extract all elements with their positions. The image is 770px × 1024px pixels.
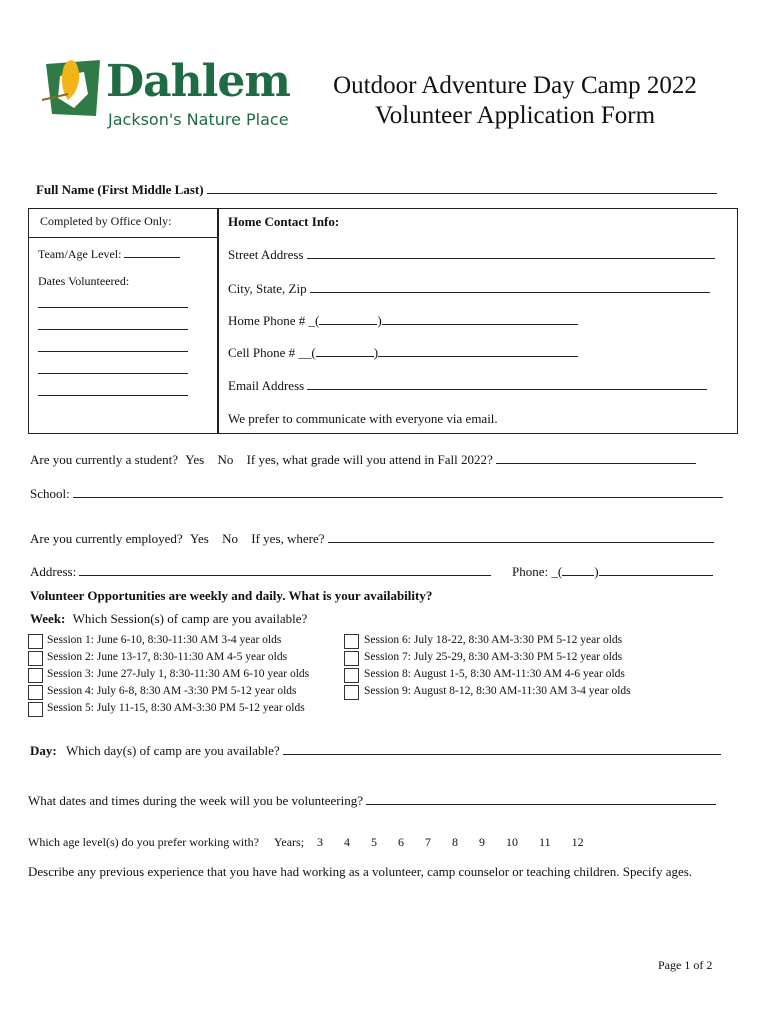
city-field[interactable]	[310, 281, 710, 293]
paren: )	[594, 564, 599, 579]
employed-followup: If yes, where?	[251, 531, 325, 546]
dates-times-row	[28, 793, 716, 809]
opportunities-heading: Volunteer Opportunities are weekly and daily. What is your availability?	[30, 588, 433, 603]
session-9-checkbox[interactable]	[344, 685, 359, 700]
street-label: Street Address	[228, 247, 304, 262]
school-row	[30, 486, 723, 502]
age-option-3[interactable]: 3	[317, 835, 324, 849]
logo-tagline: Jackson's Nature Place	[108, 110, 289, 129]
phone-row	[512, 564, 713, 580]
address-label: Address:	[30, 564, 77, 579]
age-option-10[interactable]: 10	[506, 835, 519, 849]
form-title-line1: Outdoor Adventure Day Camp 2022	[333, 72, 697, 99]
form-title-line2: Volunteer Application Form	[374, 102, 656, 129]
cell-phone-row	[228, 345, 578, 361]
week-question: Which Session(s) of camp are you available?	[72, 611, 308, 626]
address-field[interactable]	[79, 564, 491, 576]
age-pref-question: Which age level(s) do you prefer working with?	[28, 835, 259, 849]
cell-phone-number[interactable]	[378, 345, 578, 357]
grade-field[interactable]	[496, 452, 696, 464]
employed-no[interactable]: No	[222, 531, 239, 546]
dates-volunteered-label: Dates Volunteered:	[38, 274, 130, 288]
session-7-label: Session 7: July 25-29, 8:30 AM-3:30 PM 5-12 year olds	[364, 651, 623, 663]
session-6-label: Session 6: July 18-22, 8:30 AM-3:30 PM 5-12 year olds	[364, 634, 623, 646]
session-1-label: Session 1: June 6-10, 8:30-11:30 AM 3-4 year olds	[47, 634, 282, 646]
home-phone-area[interactable]	[319, 313, 377, 325]
day-question: Which day(s) of camp are you available?	[65, 743, 280, 758]
student-yes[interactable]: Yes	[185, 452, 205, 467]
dates-volunteered-lines	[38, 296, 188, 406]
age-option-9[interactable]: 9	[479, 835, 486, 849]
phone-area[interactable]	[562, 564, 594, 576]
dates-line[interactable]	[38, 340, 188, 352]
home-heading: Home Contact Info:	[228, 214, 340, 229]
city-label: City, State, Zip	[228, 281, 307, 296]
dahlem-logo	[38, 52, 293, 138]
session-7-checkbox[interactable]	[344, 651, 359, 666]
school-label: School:	[30, 486, 70, 501]
phone-number[interactable]	[599, 564, 713, 576]
day-field[interactable]	[283, 743, 721, 755]
email-note: We prefer to communicate with everyone via email.	[228, 411, 498, 426]
day-row	[30, 743, 721, 759]
age-option-6[interactable]: 6	[398, 835, 405, 849]
leaf-bird-icon	[38, 54, 108, 124]
age-option-5[interactable]: 5	[371, 835, 378, 849]
age-option-7[interactable]: 7	[425, 835, 432, 849]
phone-label: Phone: _(	[512, 564, 563, 579]
city-row	[228, 281, 710, 297]
week-row	[30, 611, 307, 627]
session-6-checkbox[interactable]	[344, 634, 359, 649]
dates-line[interactable]	[38, 318, 188, 330]
email-row	[228, 378, 707, 394]
employer-field[interactable]	[328, 531, 714, 543]
session-1-checkbox[interactable]	[28, 634, 43, 649]
session-9-label: Session 9: August 8-12, 8:30 AM-11:30 AM 3-4 year olds	[364, 685, 631, 697]
page-number: Page 1 of 2	[658, 958, 713, 972]
full-name-label: Full Name (First Middle Last)	[36, 182, 204, 197]
employed-yes[interactable]: Yes	[189, 531, 209, 546]
experience-prompt: Describe any previous experience that you have had working as a volunteer, camp counselor or teaching children. Specify ages.	[28, 864, 693, 879]
dates-times-question: What dates and times during the week will you be volunteering?	[28, 793, 364, 808]
address-row	[30, 564, 491, 580]
session-4-checkbox[interactable]	[28, 685, 43, 700]
paren: )	[373, 345, 379, 360]
email-field[interactable]	[307, 378, 707, 390]
email-label: Email Address	[228, 378, 305, 393]
school-field[interactable]	[73, 486, 723, 498]
session-8-label: Session 8: August 1-5, 8:30 AM-11:30 AM 4-6 year olds	[364, 668, 625, 680]
session-5-label: Session 5: July 11-15, 8:30 AM-3:30 PM 5-12 year olds	[47, 702, 305, 714]
cell-phone-area[interactable]	[316, 345, 374, 357]
team-age-label: Team/Age Level:	[38, 247, 122, 261]
session-3-checkbox[interactable]	[28, 668, 43, 683]
employed-row	[30, 531, 714, 547]
student-no[interactable]: No	[217, 452, 234, 467]
session-8-checkbox[interactable]	[344, 668, 359, 683]
home-phone-number[interactable]	[382, 313, 578, 325]
dates-line[interactable]	[38, 296, 188, 308]
session-5-checkbox[interactable]	[28, 702, 43, 717]
session-2-label: Session 2: June 13-17, 8:30-11:30 AM 4-5 year olds	[47, 651, 288, 663]
session-4-label: Session 4: July 6-8, 8:30 AM -3:30 PM 5-12 year olds	[47, 685, 297, 697]
team-age-field[interactable]	[124, 246, 180, 258]
student-row	[30, 452, 696, 468]
week-label: Week:	[30, 611, 66, 626]
age-option-11[interactable]: 11	[539, 835, 551, 849]
dates-line[interactable]	[38, 362, 188, 374]
age-option-8[interactable]: 8	[452, 835, 459, 849]
home-phone-row	[228, 313, 578, 329]
street-row	[228, 247, 715, 263]
age-option-4[interactable]: 4	[344, 835, 351, 849]
office-heading: Completed by Office Only:	[40, 214, 172, 228]
home-phone-label: Home Phone # _(	[228, 313, 320, 328]
session-2-checkbox[interactable]	[28, 651, 43, 666]
age-option-12[interactable]: 12	[571, 835, 584, 849]
full-name-field[interactable]	[207, 182, 717, 194]
paren: )	[377, 313, 382, 328]
age-pref-row	[28, 835, 584, 850]
cell-phone-label: Cell Phone # __(	[228, 345, 316, 360]
employed-question: Are you currently employed?	[30, 531, 183, 546]
logo-name: Dahlem	[106, 56, 290, 107]
age-pref-years: Years;	[273, 835, 305, 849]
dates-line[interactable]	[38, 384, 188, 396]
team-age-row	[38, 246, 180, 262]
full-name-row	[36, 182, 717, 198]
student-followup: If yes, what grade will you attend in Fall 2022?	[246, 452, 493, 467]
dates-times-field[interactable]	[366, 793, 716, 805]
street-field[interactable]	[307, 247, 715, 259]
day-label: Day:	[30, 743, 57, 758]
student-question: Are you currently a student?	[30, 452, 179, 467]
session-3-label: Session 3: June 27-July 1, 8:30-11:30 AM 6-10 year olds	[47, 668, 310, 680]
